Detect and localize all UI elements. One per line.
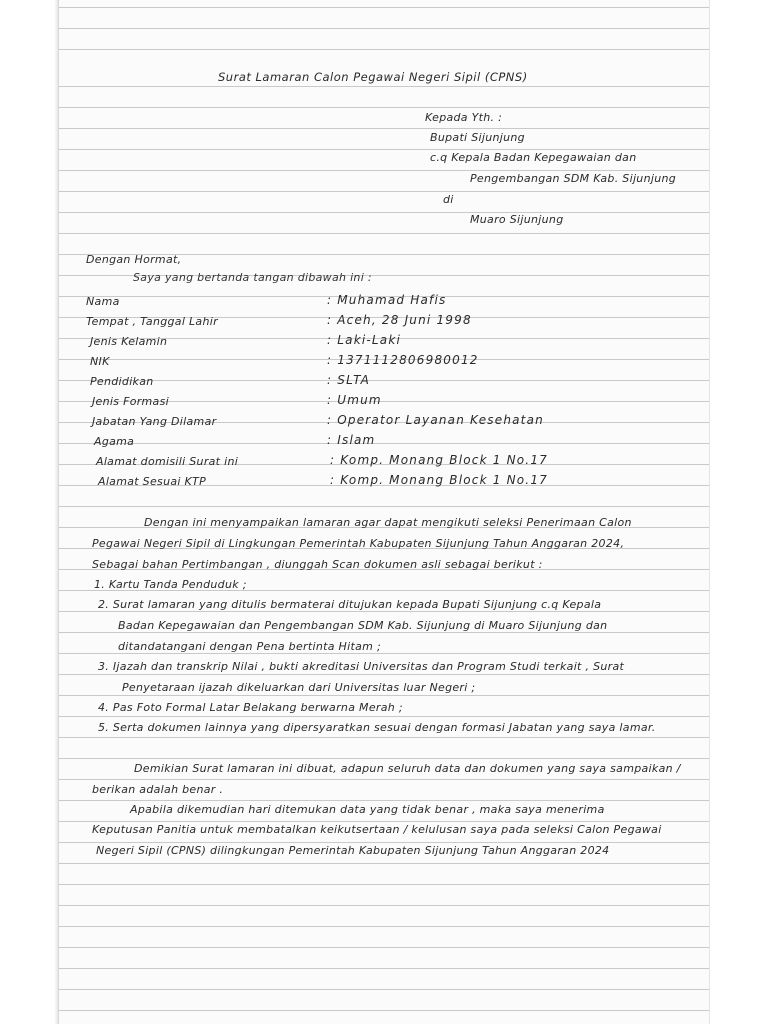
field-label: Pendidikan	[90, 375, 154, 388]
field-value: : 1371112806980012	[327, 353, 479, 367]
field-label: Tempat , Tanggal Lahir	[86, 315, 218, 328]
recipient-line: c.q Kepala Badan Kepegawaian dan	[430, 151, 637, 164]
recipient-line: Bupati Sijunjung	[430, 131, 525, 144]
field-value: : Islam	[327, 433, 376, 447]
field-label: Alamat domisili Surat ini	[96, 455, 239, 468]
closing-line: berikan adalah benar .	[92, 783, 224, 796]
recipient-line: di	[443, 193, 454, 206]
field-value: : Muhamad Hafis	[327, 293, 447, 307]
list-line: Badan Kepegawaian dan Pengembangan SDM Kab. Sijunjung di Muaro Sijunjung dan	[118, 619, 608, 632]
field-label: Alamat Sesuai KTP	[98, 475, 206, 488]
field-label: Jabatan Yang Dilamar	[92, 415, 217, 428]
recipient-line: Kepada Yth. :	[425, 111, 503, 124]
list-line: 4. Pas Foto Formal Latar Belakang berwarna Merah ;	[98, 701, 403, 714]
body-line: Pegawai Negeri Sipil di Lingkungan Pemerintah Kabupaten Sijunjung Tahun Anggaran 2024,	[92, 537, 625, 550]
closing-line: Apabila dikemudian hari ditemukan data yang tidak benar , maka saya menerima	[130, 803, 605, 816]
closing-line: Negeri Sipil (CPNS) dilingkungan Pemerintah Kabupaten Sijunjung Tahun Anggaran 2024	[96, 844, 610, 857]
list-line: 1. Kartu Tanda Penduduk ;	[94, 578, 247, 591]
field-label: Agama	[94, 435, 135, 448]
greeting: Dengan Hormat,	[86, 253, 182, 266]
field-value: : Aceh, 28 Juni 1998	[327, 313, 472, 327]
field-value: : Umum	[327, 393, 382, 407]
recipient-line: Muaro Sijunjung	[470, 213, 564, 226]
list-line: 5. Serta dokumen lainnya yang dipersyaratkan sesuai dengan formasi Jabatan yang saya lamar.	[98, 721, 656, 734]
letter-title: Surat Lamaran Calon Pegawai Negeri Sipil (CPNS)	[218, 70, 528, 84]
list-line: 3. Ijazah dan transkrip Nilai , bukti akreditasi Universitas dan Program Studi terkait , Surat	[98, 660, 625, 673]
recipient-line: Pengembangan SDM Kab. Sijunjung	[470, 172, 677, 185]
field-label: NIK	[90, 355, 110, 368]
closing-line: Keputusan Panitia untuk membatalkan keikutsertaan / kelulusan saya pada seleksi Calon Pegawai	[92, 823, 662, 836]
closing-line: Demikian Surat lamaran ini dibuat, adapun seluruh data dan dokumen yang saya sampaikan /	[134, 762, 681, 775]
list-line: Penyetaraan ijazah dikeluarkan dari Universitas luar Negeri ;	[122, 681, 476, 694]
list-line: ditandatangani dengan Pena bertinta Hitam ;	[118, 640, 381, 653]
field-value: : Operator Layanan Kesehatan	[327, 413, 544, 427]
field-value: : Komp. Monang Block 1 No.17	[330, 473, 548, 487]
intro-line: Saya yang bertanda tangan dibawah ini :	[133, 271, 372, 284]
field-label: Jenis Kelamin	[90, 335, 168, 348]
list-line: 2. Surat lamaran yang ditulis bermaterai ditujukan kepada Bupati Sijunjung c.q Kepala	[98, 598, 602, 611]
body-line: Dengan ini menyampaikan lamaran agar dapat mengikuti seleksi Penerimaan Calon	[144, 516, 632, 529]
field-value: : Komp. Monang Block 1 No.17	[330, 453, 548, 467]
field-value: : Laki-Laki	[327, 333, 402, 347]
body-line: Sebagai bahan Pertimbangan , diunggah Scan dokumen asli sebagai berikut :	[92, 558, 543, 571]
field-value: : SLTA	[327, 373, 370, 387]
field-label: Nama	[86, 295, 120, 308]
field-label: Jenis Formasi	[92, 395, 169, 408]
